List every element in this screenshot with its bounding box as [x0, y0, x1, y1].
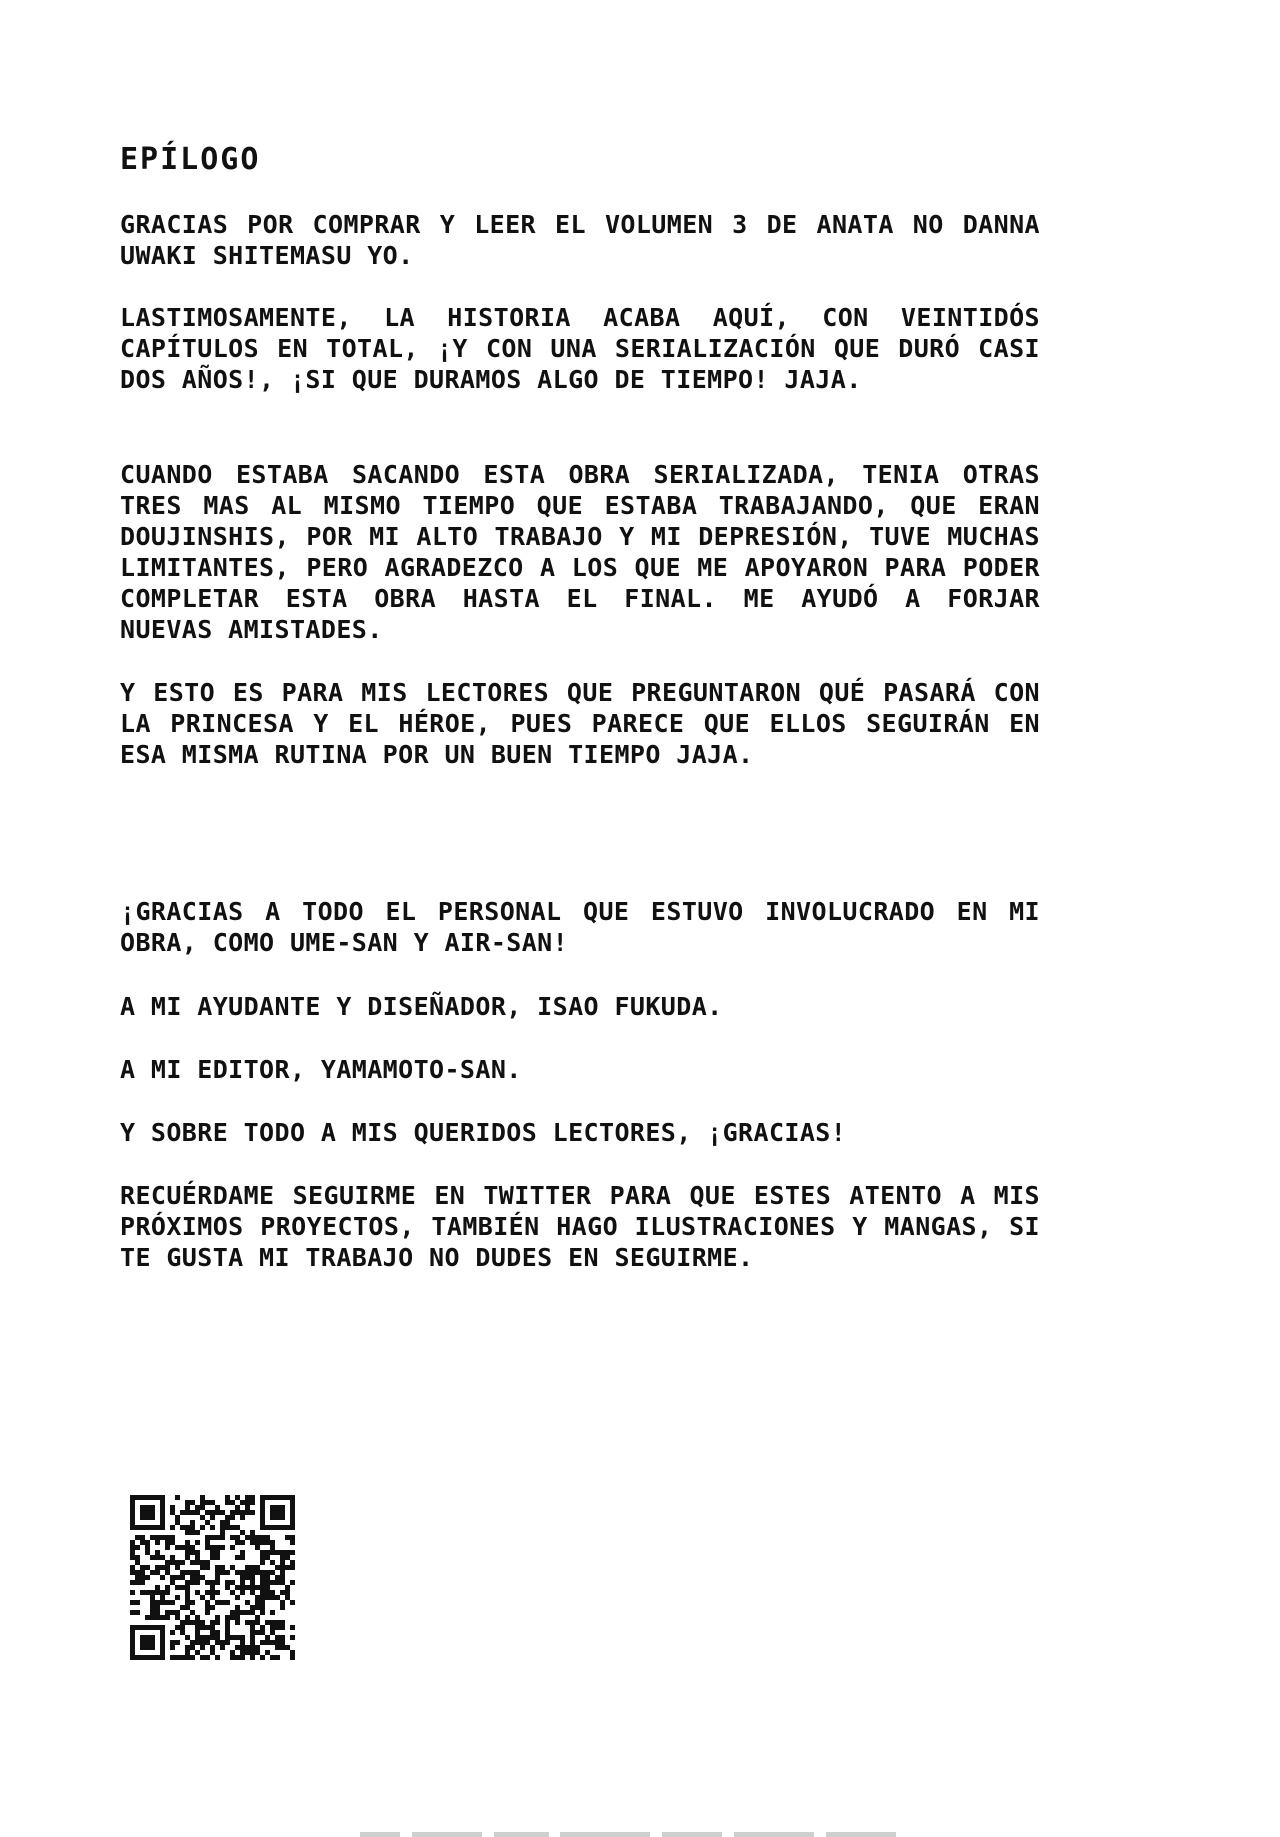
paragraph-twitter: RECUÉRDAME SEGUIRME EN TWITTER PARA QUE ESTES ATENTO A MIS PRÓXIMOS PROYECTOS, TAMBIÉN HAGO ILUSTRACIONES Y MANGAS, SI TE GUSTA MI TRABAJO NO DUDES EN SEGUIRME. [120, 1181, 1040, 1272]
paragraph-editor: A MI EDITOR, YAMAMOTO-SAN. [120, 1055, 522, 1084]
cropped-footer-text [360, 1823, 920, 1837]
paragraph-staff-thanks: ¡GRACIAS A TODO EL PERSONAL QUE ESTUVO INVOLUCRADO EN MI OBRA, COMO UME-SAN Y AIR-SAN! [120, 897, 1040, 957]
page-title: EPÍLOGO [120, 142, 261, 177]
qr-code-icon[interactable] [130, 1495, 295, 1660]
paragraph-readers: Y ESTO ES PARA MIS LECTORES QUE PREGUNTARON QUÉ PASARÁ CON LA PRINCESA Y EL HÉROE, PUES PARECE QUE ELLOS SEGUIRÁN EN ESA MISMA RUTINA POR UN BUEN TIEMPO JAJA. [120, 678, 1040, 769]
paragraph-serialization: CUANDO ESTABA SACANDO ESTA OBRA SERIALIZADA, TENIA OTRAS TRES MAS AL MISMO TIEMPO QUE ESTABA TRABAJANDO, QUE ERAN DOUJINSHIS, POR MI ALTO TRABAJO Y MI DEPRESIÓN, TUVE MUCHAS LIMITANTES, PERO AGRADEZCO A LOS QUE ME APOYARON PARA PODER COMPLETAR ESTA OBRA HASTA EL FINAL. ME AYUDÓ A FORJAR NUEVAS AMISTADES. [120, 460, 1040, 644]
paragraph-readers-thanks: Y SOBRE TODO A MIS QUERIDOS LECTORES, ¡GRACIAS! [120, 1118, 847, 1147]
paragraph-assistant: A MI AYUDANTE Y DISEÑADOR, ISAO FUKUDA. [120, 992, 723, 1021]
paragraph-thanks: GRACIAS POR COMPRAR Y LEER EL VOLUMEN 3 DE ANATA NO DANNA UWAKI SHITEMASU YO. [120, 210, 1040, 270]
paragraph-story-end: LASTIMOSAMENTE, LA HISTORIA ACABA AQUÍ, CON VEINTIDÓS CAPÍTULOS EN TOTAL, ¡Y CON UNA SERIALIZACIÓN QUE DURÓ CASI DOS AÑOS!, ¡SI QUE DURAMOS ALGO DE TIEMPO! JAJA. [120, 303, 1040, 394]
